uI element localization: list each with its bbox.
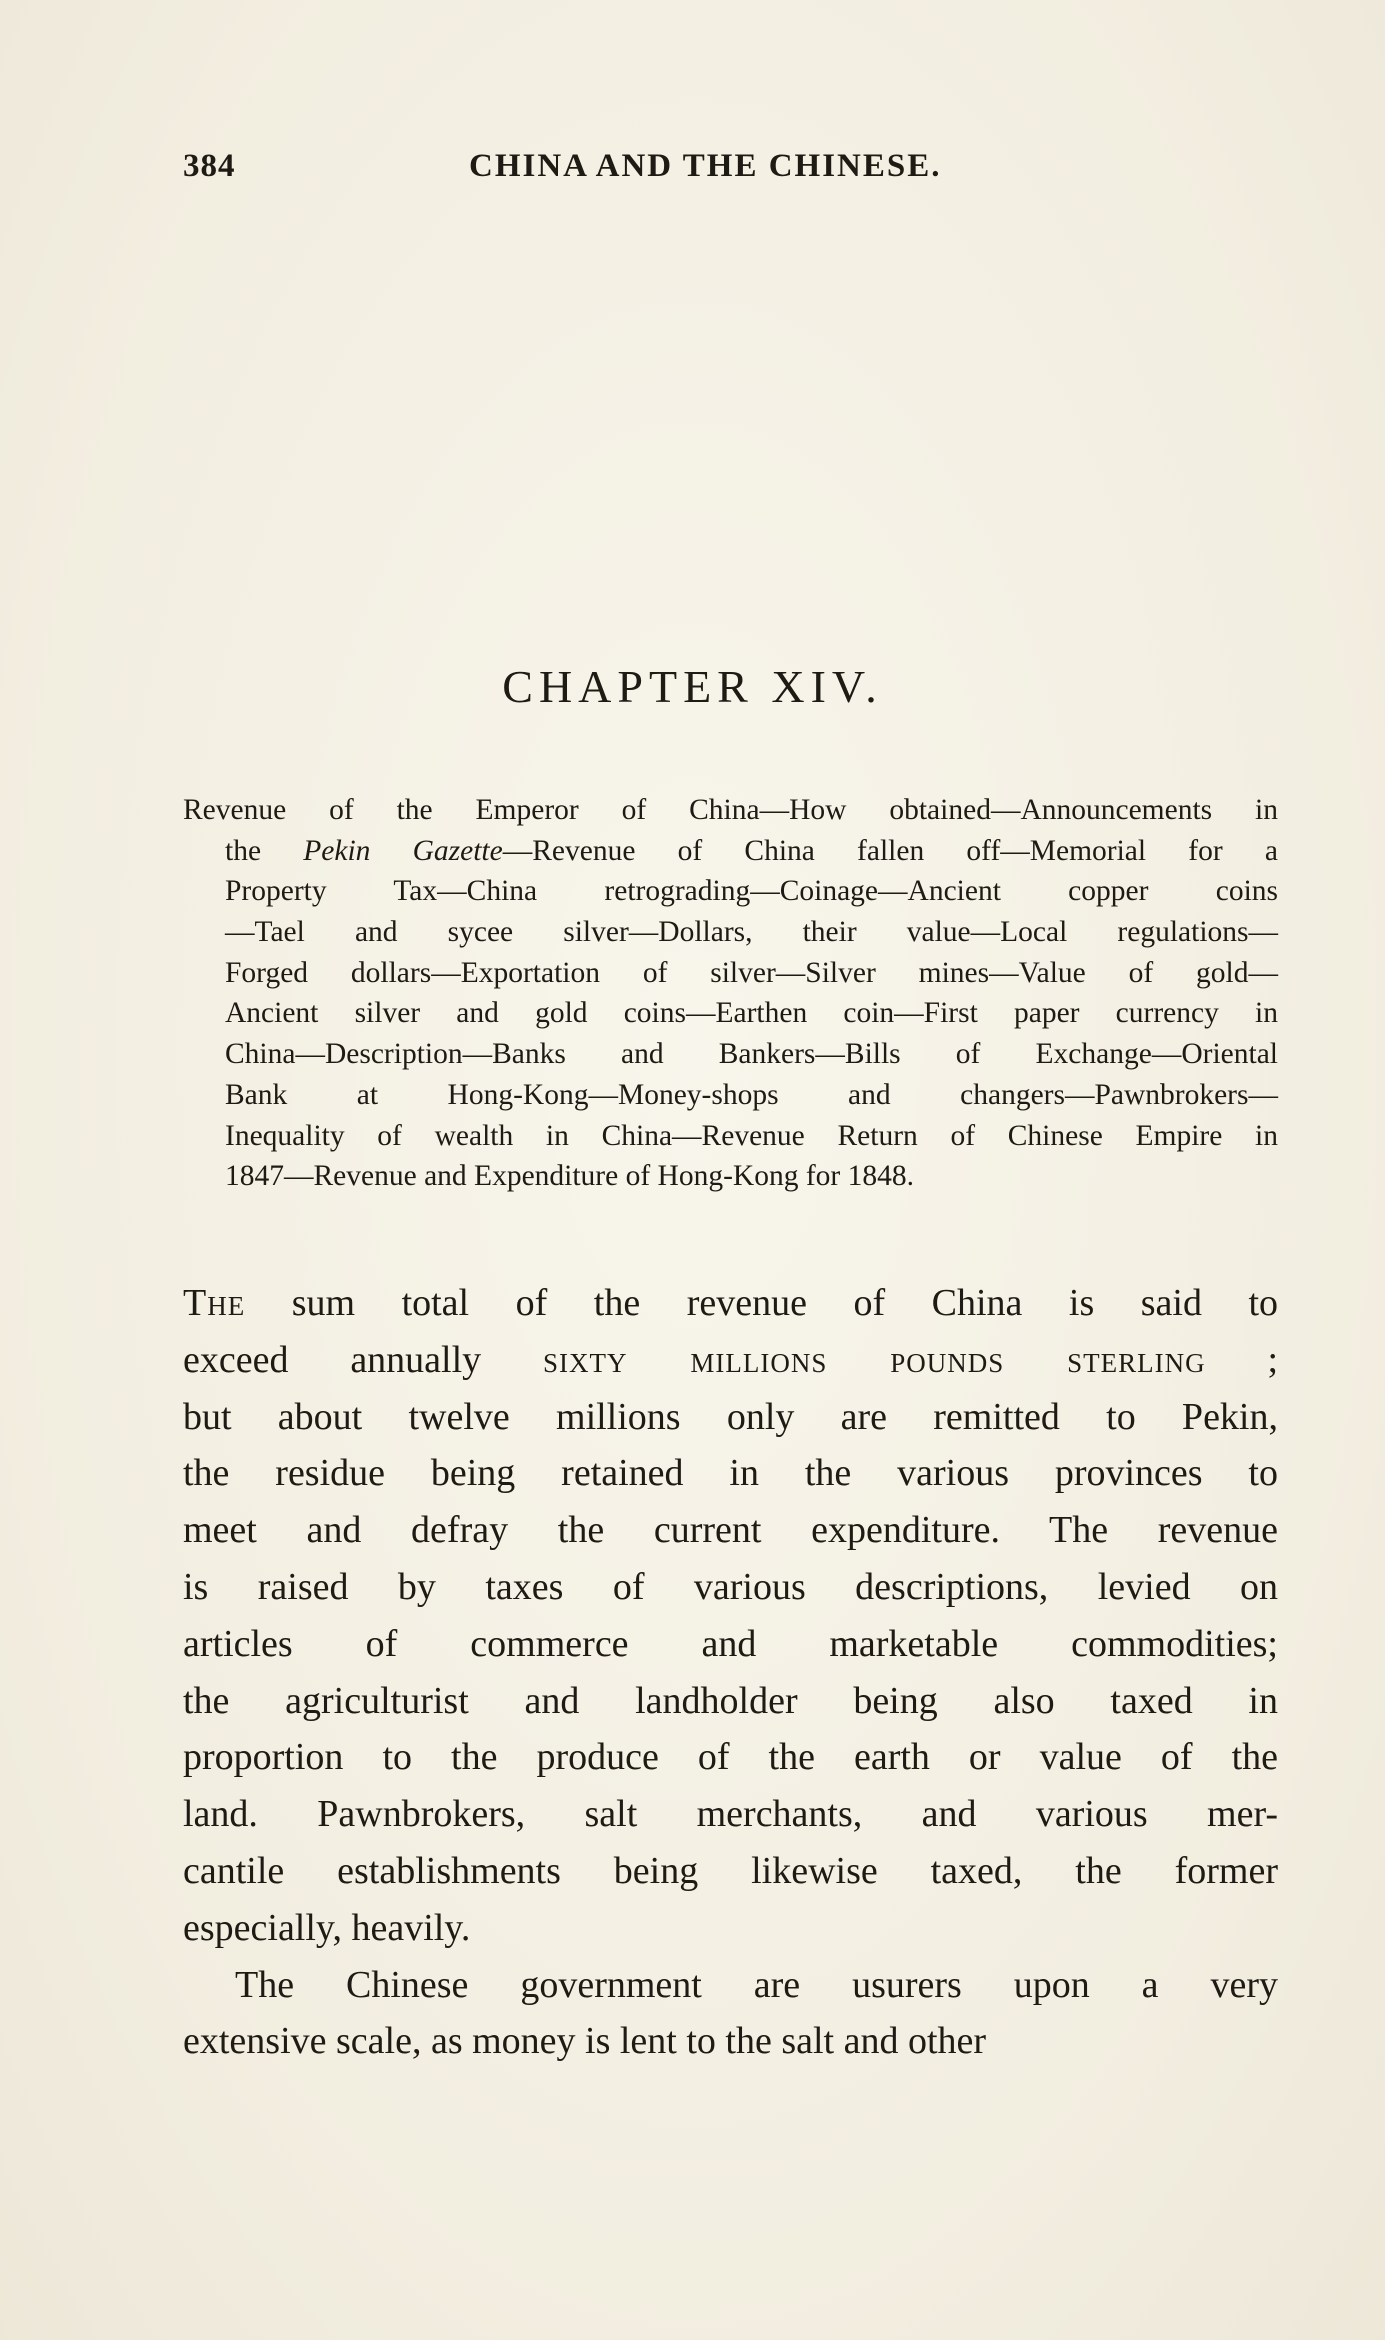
body-line: meet and defray the current expenditure. The revenue	[183, 1509, 1278, 1552]
emphasis-small-caps: sixty millions pounds sterling	[543, 1338, 1206, 1381]
body-line: cantile establishments being likewise taxed, the former	[183, 1849, 1278, 1892]
body-line	[183, 1332, 1278, 1389]
summary-text: —Revenue of China fallen off—Memorial for a	[502, 834, 1278, 867]
summary-line: Ancient silver and gold coins—Earthen coin—First paper currency in	[225, 997, 1278, 1030]
summary-line: Property Tax—China retrograding—Coinage—Ancient copper coins	[225, 875, 1278, 908]
body-line: but about twelve millions only are remitted to Pekin,	[183, 1395, 1278, 1438]
summary-line: Inequality of wealth in China—Revenue Return of Chinese Empire in	[225, 1119, 1278, 1152]
body-text-span: sum total of the revenue of China is said to	[291, 1282, 1279, 1324]
page-number: 384	[183, 148, 236, 184]
body-line: is raised by taxes of various descriptions, levied on	[183, 1565, 1278, 1608]
body-text-span: exceed annually	[183, 1338, 482, 1381]
publication-title: Pekin Gazette	[303, 834, 503, 867]
chapter-heading: CHAPTER XIV.	[502, 661, 883, 712]
summary-line: China—Description—Banks and Bankers—Bills of Exchange—Oriental	[225, 1038, 1278, 1071]
body-text	[183, 1275, 1278, 2070]
body-line: the agriculturist and landholder being also taxed in	[183, 1679, 1278, 1722]
body-line: the residue being retained in the various provinces to	[183, 1452, 1278, 1495]
running-head	[183, 148, 1223, 194]
summary-line: —Tael and sycee silver—Dollars, their value—Local regulations—	[225, 916, 1278, 949]
chapter-summary	[183, 790, 1278, 1197]
body-line: The Chinese government are usurers upon a very	[235, 1963, 1278, 2006]
body-line: especially, heavily.	[183, 1906, 471, 1949]
summary-line: Bank at Hong-Kong—Money-shops and changers—Pawnbrokers—	[225, 1078, 1278, 1111]
running-title: CHINA AND THE CHINESE.	[469, 148, 942, 184]
summary-line: Forged dollars—Exportation of silver—Silver mines—Value of gold—	[225, 956, 1278, 989]
lead-word: The	[183, 1282, 246, 1324]
summary-line: 1847—Revenue and Expenditure of Hong-Kong for 1848.	[225, 1160, 915, 1193]
body-line	[183, 1275, 1278, 1332]
summary-text: the	[225, 834, 262, 867]
body-line: extensive scale, as money is lent to the salt and other	[183, 2020, 987, 2063]
body-line: articles of commerce and marketable commodities;	[183, 1622, 1278, 1665]
summary-line: Revenue of the Emperor of China—How obtained—Announcements in	[183, 794, 1278, 826]
summary-line	[183, 831, 1278, 872]
body-line: proportion to the produce of the earth or value of the	[183, 1736, 1278, 1779]
body-text-span: ;	[1267, 1338, 1279, 1381]
body-line: land. Pawnbrokers, salt merchants, and various mer-	[183, 1793, 1278, 1836]
